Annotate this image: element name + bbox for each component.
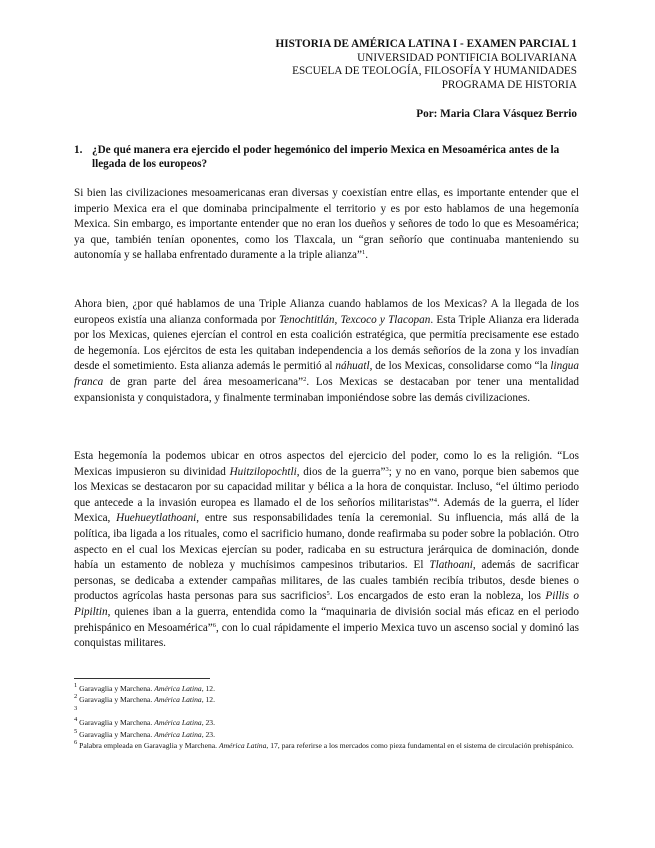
footnote-book: América Latina [154, 684, 202, 693]
paragraph-3 [74, 449, 579, 652]
author-line: Por: Maria Clara Vásquez Berrio [416, 108, 577, 120]
exam-title: HISTORIA DE AMÉRICA LATINA I - EXAMEN PARCIAL 1 [275, 38, 577, 50]
footnote-page: , 12. [201, 695, 215, 705]
paragraph-1 [74, 186, 579, 264]
term-lingua-franca: lingua franca [74, 360, 579, 388]
footnote-ref-2[interactable]: 2 [303, 375, 307, 383]
paragraph-3-text-i: , con lo cual rápidamente el imperio Mexica tuvo un ascenso social y dominó las conquistas militares. [74, 621, 579, 650]
footnote-text: Garavaglia y Marchena. [77, 695, 155, 705]
footnote-book: América Latina [154, 695, 202, 705]
footnote-4 [74, 717, 579, 728]
footnote-text: Garavaglia y Marchena. [77, 718, 155, 728]
footnote-number: 4 [74, 716, 78, 724]
paragraph-2-text-e: . Los Mexicas se destacaban por tener una mentalidad expansionista y conquistadora, y finalmente terminaban imponiéndose sobre las demás civilizaciones. [74, 375, 580, 404]
paragraph-3-text-b: , dios de la guerra” [296, 465, 386, 478]
footnote-6 [74, 740, 579, 751]
footnote-ref-6[interactable]: 6 [212, 621, 217, 629]
footnote-ref-3[interactable]: 3 [385, 465, 389, 473]
footnote-number: 1 [74, 682, 78, 689]
paragraph-3-text-a: Esta hegemonía la podemos ubicar en otros aspectos del ejercicio del poder, como lo es la religión. “Los Mexicas impusieron su divinidad [74, 450, 579, 478]
footnote-number: 6 [74, 739, 78, 747]
paragraph-3-text-g: . Los encargados de esto eran la nobleza, los [329, 590, 546, 603]
term-huitzilopochtli: Huitzilopochtli [229, 465, 297, 478]
footnote-page: , 12. [201, 684, 215, 693]
term-huehueytlathoani: Huehueytlathoani [116, 512, 197, 525]
footnote-ref-1[interactable]: 1 [361, 249, 366, 257]
footnote-text: Garavaglia y Marchena. [77, 729, 155, 739]
footnote-1 [74, 683, 579, 694]
footnote-2 [74, 694, 579, 705]
footnote-book: América Latina [154, 718, 202, 728]
term-tlathoani: Tlathoani [429, 559, 473, 572]
footnote-number: 3 [74, 704, 78, 712]
question-1 [74, 143, 579, 171]
footnote-number: 5 [74, 727, 78, 735]
paragraph-3-text-f: , además de sacrificar personas, se dedicaba a extender campañas militares, de las cuales también recibía tributos, desde bienes o productos agrícolas hasta personas para sus sacrificios [74, 559, 579, 603]
footnote-ref-4[interactable]: 4 [433, 496, 438, 504]
footnote-3 [74, 706, 579, 717]
term-nahuatl: náhuatl [335, 360, 370, 373]
paragraph-3-text-d: . Además de la guerra, el líder Mexica, [74, 496, 579, 525]
university-name: UNIVERSIDAD PONTIFICIA BOLIVARIANA [357, 51, 577, 64]
paragraph-2 [74, 297, 579, 406]
footnote-book: América Latina [218, 741, 267, 751]
footnote-page: , 17, para referirse a los mercados como pieza fundamental en el sistema de circulación prehispánico. [266, 741, 574, 751]
footnote-ref-5[interactable]: 5 [326, 590, 330, 598]
footnote-text: Palabra empleada en Garavaglia y Marchena. [77, 741, 219, 751]
footnote-separator [74, 678, 210, 679]
school-name: ESCUELA DE TEOLOGÍA, FILOSOFÍA Y HUMANIDADES [292, 65, 577, 78]
paragraph-2-text-a: Ahora bien, ¿por qué hablamos de una Triple Alianza cuando hablamos de los Mexicas? A la llegada de los europeos existía una alianza conformada por [74, 298, 579, 326]
footnote-page: , 23. [201, 729, 215, 739]
paragraph-2-text-b: . Esta Triple Alianza era liderada por los Mexicas, quienes ejercían el control en esta coalición estratégica, que permitía precisamente ese estado de hegemonía. Los ejércitos de esta les quitaban independencia a los demás señoríos de la zona y los invadían desde el sometimiento. Esta alianza además le permitió al [74, 313, 579, 373]
paragraph-1-text: Si bien las civilizaciones mesoamericanas eran diversas y coexistían entre ellas, es importante entender que el imperio Mexica era el que dominaba principalmente el territorio y es por esto hablamos de una hegemonía Mexica. Sin embargo, es importante entender que no eran los dueños y señores de todo lo que es Mesoamérica; ya que, también tenían oponentes, como los Tlaxcala, un “gran señorío que continuaba manteniendo su autonomía y se hallaba enfrentado duramente a la triple alianza” [74, 187, 579, 262]
document-header [276, 38, 577, 92]
footnote-text: Garavaglia y Marchena. [77, 684, 155, 693]
footnote-5 [74, 729, 579, 740]
program-name: PROGRAMA DE HISTORIA [441, 78, 577, 91]
question-text: ¿De qué manera era ejercido el poder hegemónico del imperio Mexica en Mesoamérica antes de la llegada de los europeos? [92, 144, 560, 170]
footnote-number: 2 [74, 693, 78, 701]
triple-alliance-cities: Tenochtitlán, Texcoco y Tlacopan [278, 313, 431, 326]
footnote-book: América Latina [154, 729, 202, 739]
paragraph-2-text-c: , de los Mexicas, consolidarse como “la [369, 360, 551, 373]
paragraph-3-text-h: , quienes iban a la guerra, entendida como la “maquinaria de división social más eficaz en el periodo prehispánico en Mesoamérica” [74, 605, 579, 634]
footnotes [74, 683, 579, 751]
paragraph-1-end: . [365, 249, 368, 262]
paragraph-3-text-e: , entre sus responsabilidades tenía la ceremonial. Su influencia, más allá de la política, iba ligada a los rituales, como el sacrificio humano, donde reafirmaba su poder sobre la población. Otro aspecto en el cual los Mexicas ejercían su poder, radicaba en su estructura jerárquica de dominación, donde había un estamento de nobleza y muchísimos campesinos tributarios. El [74, 512, 579, 572]
paragraph-3-text-c: ; y no en vano, porque bien sabemos que los Mexicas se destacaron por su capacidad militar y bélica a la hora de conquistar. Incluso, “el último periodo que antecede a la invasión europea es llamado el de los señoríos militaristas” [74, 465, 579, 509]
term-pillis-pipiltin: Pillis o Pipiltin [74, 590, 579, 618]
footnote-page: , 23. [201, 718, 215, 728]
question-number: 1. [74, 144, 83, 156]
paragraph-2-text-d: de gran parte del área mesoamericana” [103, 375, 304, 388]
